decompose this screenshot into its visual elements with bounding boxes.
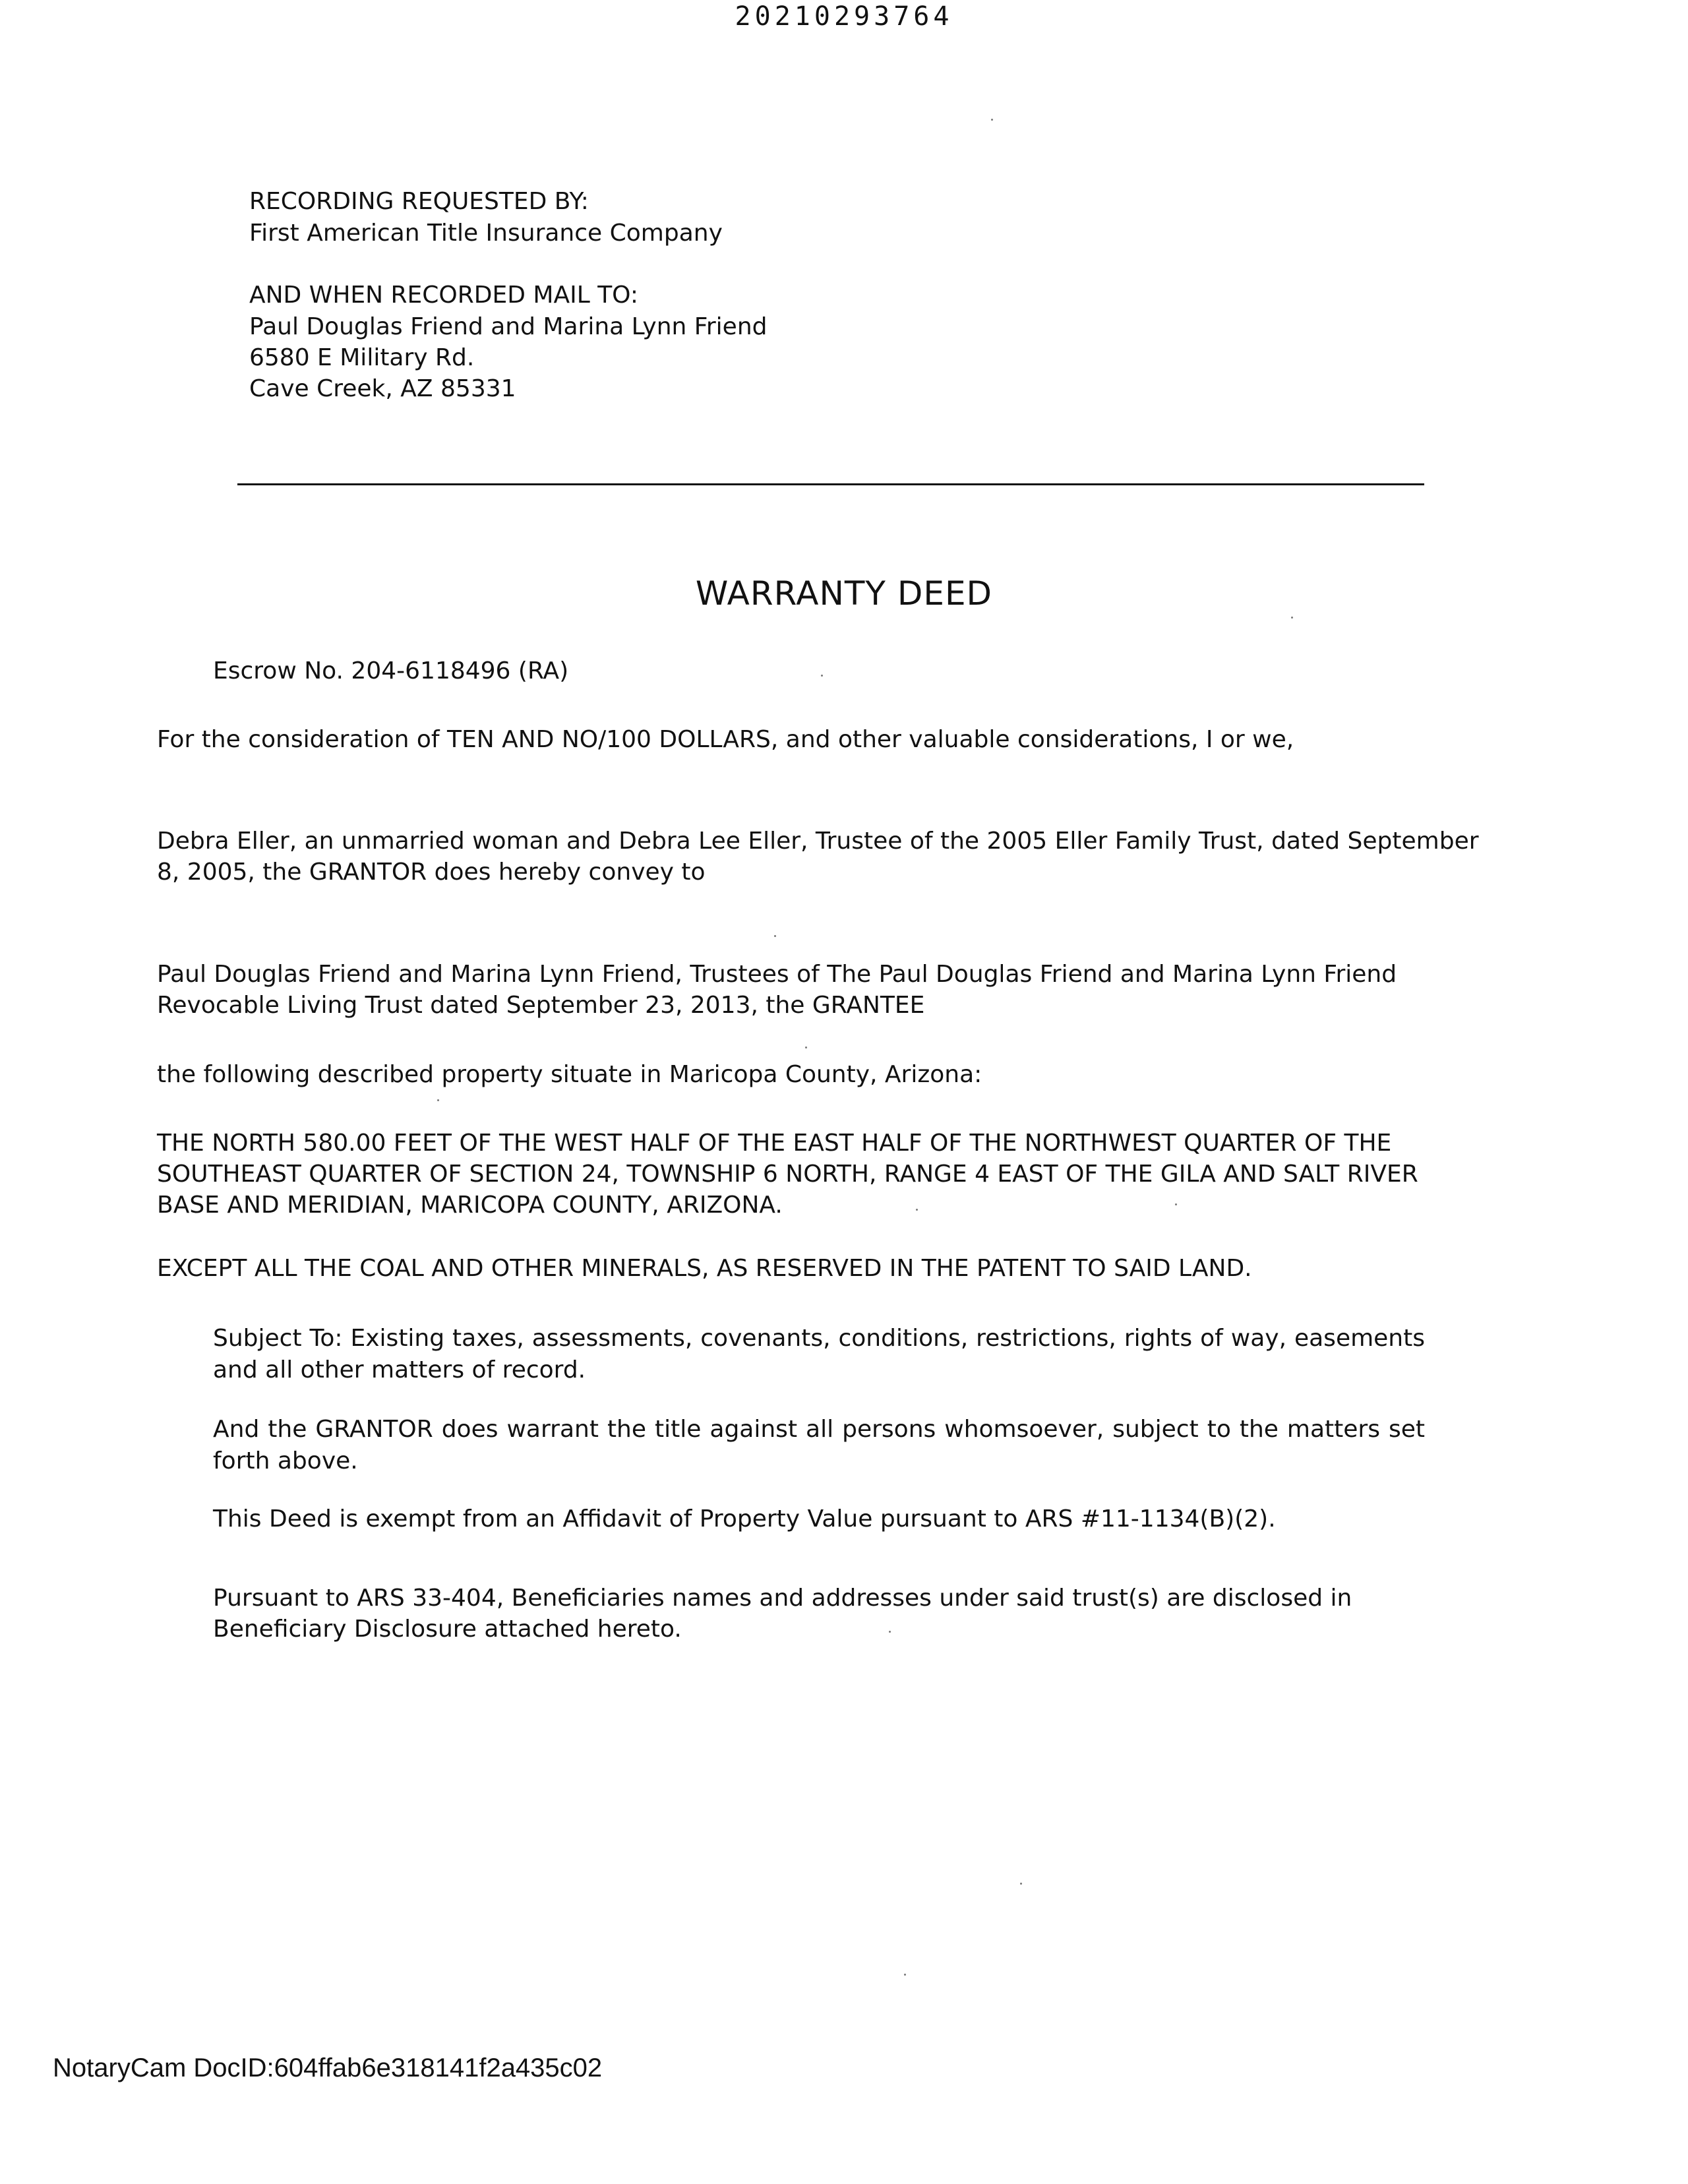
legal-line-3: BASE AND MERIDIAN, MARICOPA COUNTY, ARIZONA. xyxy=(157,1192,783,1219)
header-divider xyxy=(237,483,1424,485)
recording-requested-label: RECORDING REQUESTED BY: xyxy=(249,188,589,215)
grantor-line-2: 8, 2005, the GRANTOR does hereby convey to xyxy=(157,859,706,886)
scan-speck xyxy=(1291,617,1293,619)
subject-to-clause: Subject To: Existing taxes, assessments, covenants, conditions, restrictions, rights of way, easements and all other matters of record. xyxy=(213,1325,1425,1383)
escrow-number: Escrow No. 204-6118496 (RA) xyxy=(213,657,569,684)
scan-speck xyxy=(916,1209,918,1211)
scan-speck xyxy=(1020,1883,1022,1885)
scan-speck xyxy=(889,1631,891,1633)
scan-speck xyxy=(904,1974,906,1976)
legal-line-2: SOUTHEAST QUARTER OF SECTION 24, TOWNSHIP 6 NORTH, RANGE 4 EAST OF THE GILA AND SALT RIVER xyxy=(157,1161,1418,1188)
scan-speck xyxy=(991,119,993,121)
except-clause: EXCEPT ALL THE COAL AND OTHER MINERALS, AS RESERVED IN THE PATENT TO SAID LAND. xyxy=(157,1255,1252,1282)
deed-title: WARRANTY DEED xyxy=(695,574,993,613)
warranty-clause: And the GRANTOR does warrant the title against all persons whomsoever, subject to the matters set forth above. xyxy=(213,1416,1425,1474)
exemption-clause: This Deed is exempt from an Affidavit of Property Value pursuant to ARS #11-1134(B)(2). xyxy=(213,1505,1276,1532)
mail-to-city: Cave Creek, AZ 85331 xyxy=(249,375,516,402)
scan-speck xyxy=(805,1046,807,1048)
scan-speck xyxy=(821,675,823,677)
grantor-line-1: Debra Eller, an unmarried woman and Debra Lee Eller, Trustee of the 2005 Eller Family Trust, dated September xyxy=(157,828,1479,855)
beneficiary-line-2: Beneficiary Disclosure attached hereto. xyxy=(213,1616,682,1643)
grantee-line-2: Revocable Living Trust dated September 23, 2013, the GRANTEE xyxy=(157,992,925,1019)
beneficiary-line-1: Pursuant to ARS 33-404, Beneficiaries names and addresses under said trust(s) are disclosed in xyxy=(213,1585,1352,1612)
mail-to-name: Paul Douglas Friend and Marina Lynn Friend xyxy=(249,313,768,340)
recording-requested-value: First American Title Insurance Company xyxy=(249,220,723,247)
mail-to-street: 6580 E Military Rd. xyxy=(249,344,475,371)
grantee-line-1: Paul Douglas Friend and Marina Lynn Friend, Trustees of The Paul Douglas Friend and Marina Lynn Friend xyxy=(157,961,1397,988)
consideration-clause: For the consideration of TEN AND NO/100 DOLLARS, and other valuable considerations, I or we, xyxy=(157,726,1294,753)
scan-speck xyxy=(1175,1203,1177,1205)
scan-speck xyxy=(774,935,776,937)
notarycam-doc-id: NotaryCam DocID:604ffab6e318141f2a435c02 xyxy=(53,2053,603,2082)
scan-speck xyxy=(437,1099,439,1101)
property-intro: the following described property situate in Maricopa County, Arizona: xyxy=(157,1061,982,1088)
legal-line-1: THE NORTH 580.00 FEET OF THE WEST HALF OF THE EAST HALF OF THE NORTHWEST QUARTER OF THE xyxy=(157,1130,1392,1157)
recorder-document-number: 20210293764 xyxy=(735,1,953,32)
mail-to-label: AND WHEN RECORDED MAIL TO: xyxy=(249,282,639,309)
